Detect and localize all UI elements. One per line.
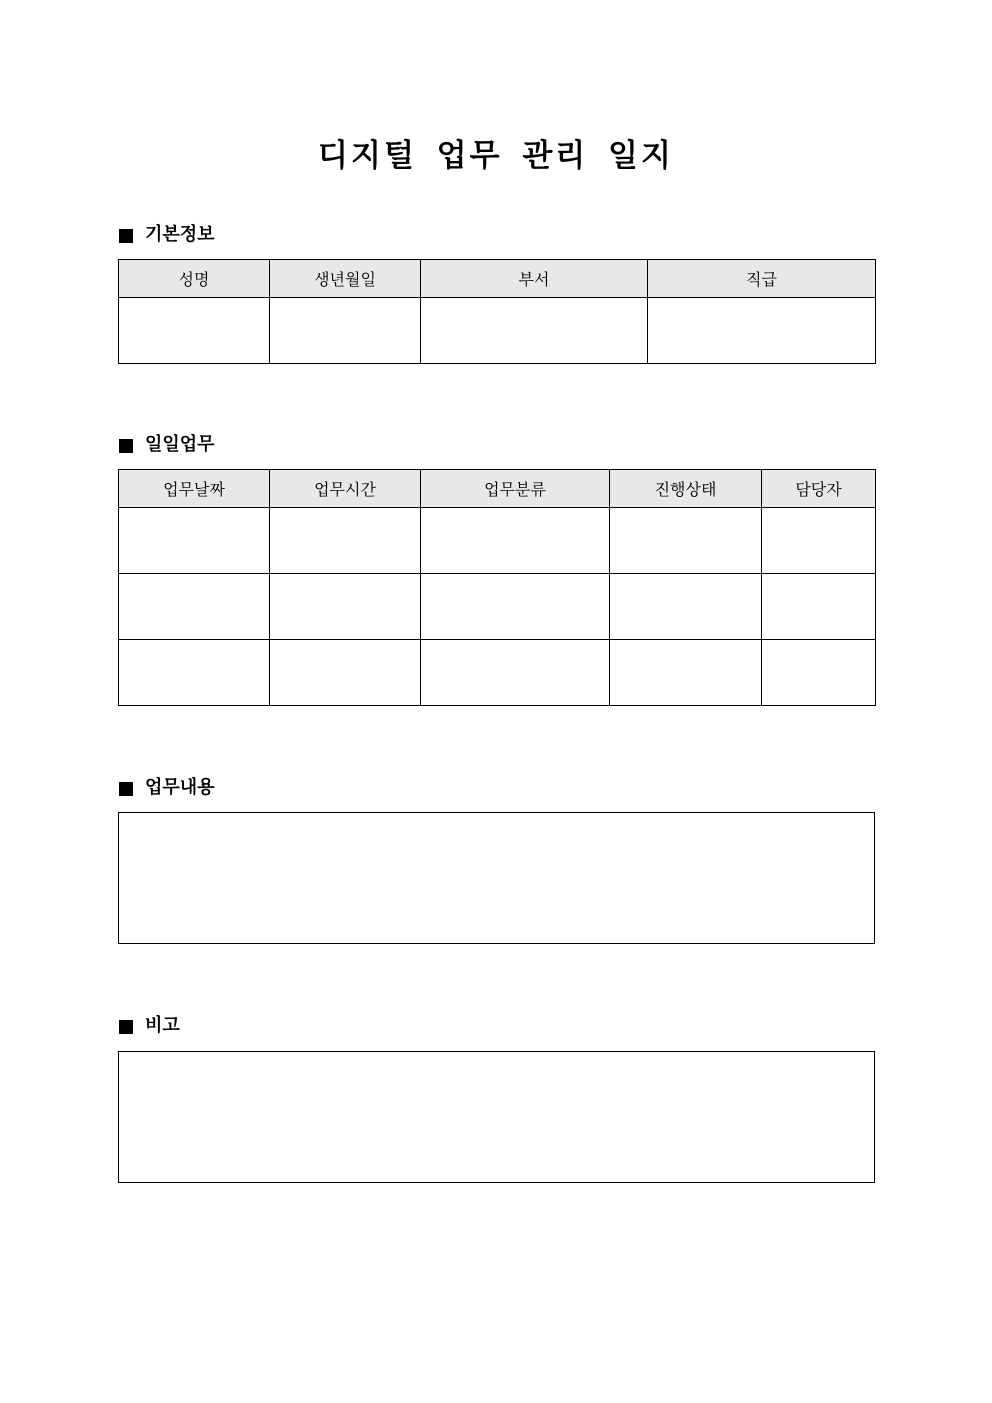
birthdate-cell[interactable] [270, 298, 421, 364]
work-date-cell[interactable] [119, 508, 270, 574]
position-cell[interactable] [648, 298, 876, 364]
remarks-box[interactable] [118, 1051, 875, 1183]
work-date-cell[interactable] [119, 574, 270, 640]
column-header-progress-status: 진행상태 [610, 470, 762, 508]
remarks-heading-text: 비고 [145, 1015, 180, 1036]
assignee-cell[interactable] [762, 574, 876, 640]
progress-status-cell[interactable] [610, 508, 762, 574]
work-category-cell[interactable] [421, 508, 610, 574]
remarks-heading [119, 1013, 180, 1039]
work-content-heading [119, 775, 215, 801]
work-time-cell[interactable] [270, 640, 421, 706]
daily-work-heading [119, 432, 215, 458]
work-content-heading-text: 업무내용 [145, 777, 215, 798]
column-header-assignee: 담당자 [762, 470, 876, 508]
department-cell[interactable] [421, 298, 648, 364]
square-bullet-icon [119, 439, 133, 453]
basic-info-table [118, 259, 876, 364]
table-row [119, 298, 876, 364]
table-row [119, 508, 876, 574]
table-row [119, 640, 876, 706]
column-header-work-date: 업무날짜 [119, 470, 270, 508]
daily-work-heading-text: 일일업무 [145, 434, 215, 455]
daily-work-table [118, 469, 876, 706]
document-title: 디지털 업무 관리 일지 [318, 138, 674, 174]
progress-status-cell[interactable] [610, 640, 762, 706]
square-bullet-icon [119, 1020, 133, 1034]
table-header-row [119, 470, 876, 508]
basic-info-heading-text: 기본정보 [145, 224, 215, 245]
work-time-cell[interactable] [270, 508, 421, 574]
column-header-position: 직급 [648, 260, 876, 298]
work-category-cell[interactable] [421, 574, 610, 640]
column-header-work-time: 업무시간 [270, 470, 421, 508]
work-category-cell[interactable] [421, 640, 610, 706]
work-date-cell[interactable] [119, 640, 270, 706]
column-header-birthdate: 생년월일 [270, 260, 421, 298]
work-time-cell[interactable] [270, 574, 421, 640]
basic-info-heading [119, 222, 215, 248]
assignee-cell[interactable] [762, 508, 876, 574]
square-bullet-icon [119, 782, 133, 796]
table-header-row [119, 260, 876, 298]
column-header-work-category: 업무분류 [421, 470, 610, 508]
work-content-box[interactable] [118, 812, 875, 944]
column-header-name: 성명 [119, 260, 270, 298]
column-header-department: 부서 [421, 260, 648, 298]
name-cell[interactable] [119, 298, 270, 364]
progress-status-cell[interactable] [610, 574, 762, 640]
square-bullet-icon [119, 229, 133, 243]
table-row [119, 574, 876, 640]
assignee-cell[interactable] [762, 640, 876, 706]
